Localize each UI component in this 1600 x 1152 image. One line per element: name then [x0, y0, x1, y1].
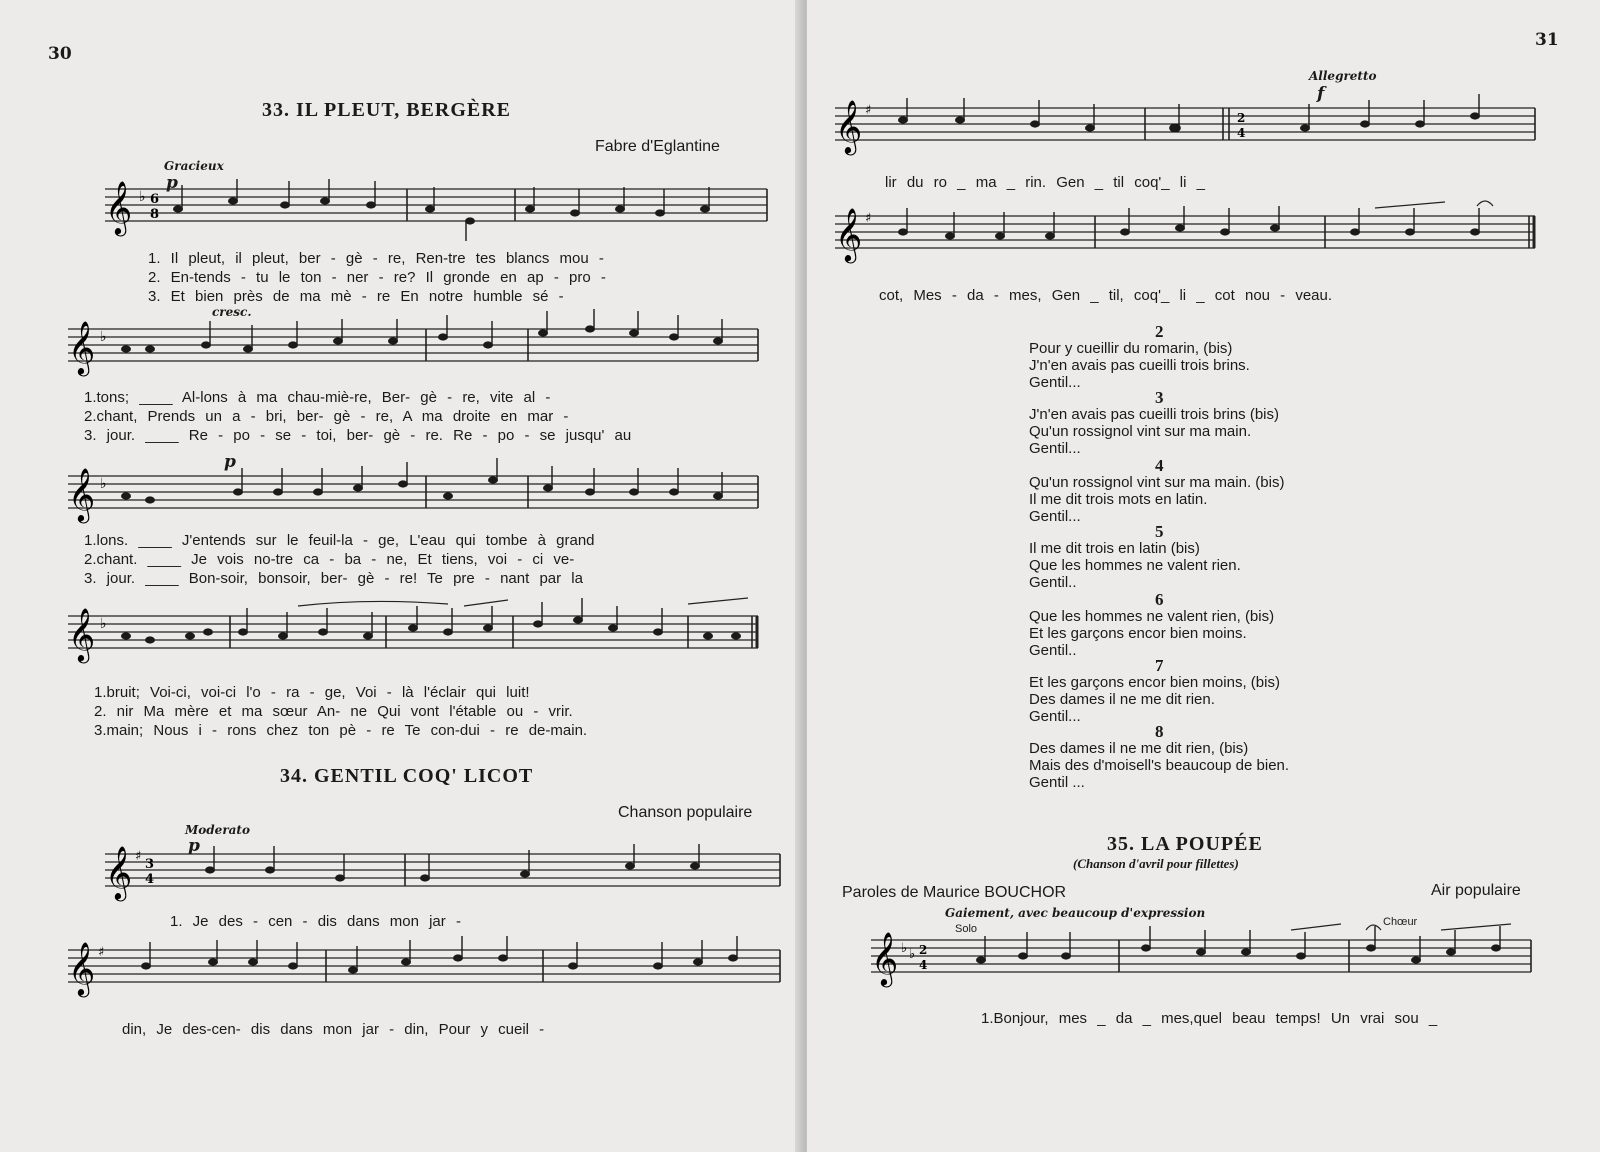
song-34-tempo: Moderato	[185, 823, 250, 837]
verse-block	[1029, 390, 1279, 457]
svg-text:♭: ♭	[139, 189, 146, 205]
verse-block	[1029, 724, 1289, 791]
song-33-dynamic-p: p	[224, 452, 236, 472]
forte-dynamic: f	[1317, 84, 1325, 104]
svg-text:𝄞: 𝄞	[105, 845, 133, 899]
svg-text:♭: ♭	[100, 329, 107, 345]
svg-text:3: 3	[145, 857, 155, 872]
svg-text:𝄞: 𝄞	[835, 207, 863, 261]
song-33-lyrics-s3	[84, 531, 595, 588]
song-34-lyrics-2: din, Je des-cen- dis dans mon jar - din, Pour y cueil -	[122, 1021, 545, 1038]
music-staff	[68, 941, 788, 1006]
svg-text:2: 2	[1237, 111, 1246, 125]
svg-text:6: 6	[150, 192, 160, 207]
verse-number: 3	[1155, 388, 1164, 407]
music-staff	[105, 180, 770, 235]
lyric-line: 3. jour. ____ Bon-soir, bonsoir, ber- gè - re! Te pre - nant par la	[84, 570, 583, 587]
verse-line: Gentil..	[1029, 574, 1077, 591]
verse-number: 7	[1155, 656, 1164, 675]
verse-line: Des dames il ne me dit rien, (bis)	[1029, 740, 1249, 757]
lyric-line: 2.chant, Prends un a - bri, ber- gè - re, A ma droite en mar -	[84, 408, 569, 425]
verse-line: Et les garçons encor bien moins, (bis)	[1029, 674, 1280, 691]
svg-text:𝄞: 𝄞	[105, 180, 133, 234]
verse-block	[1029, 324, 1250, 391]
music-staff	[871, 931, 1541, 996]
song-33-dynamic: p	[166, 173, 178, 193]
song-34-lyrics-3: lir du ro _ ma _ rin. Gen _ til coq'_ li _	[885, 174, 1205, 191]
verse-line: Il me dit trois mots en latin.	[1029, 491, 1208, 508]
song-33-tempo: Gracieux	[164, 159, 224, 173]
solo-label: Solo	[955, 923, 978, 935]
music-staff	[68, 320, 768, 375]
verse-line: J'n'en avais pas cueilli trois brins.	[1029, 357, 1250, 374]
song-34-lyrics-1: 1. Je des - cen - dis dans mon jar -	[170, 913, 461, 930]
svg-text:𝄞: 𝄞	[68, 320, 96, 374]
song-35-lyrics-1: 1.Bonjour, mes _ da _ mes,quel beau temps! Un vrai sou _	[981, 1010, 1438, 1027]
svg-text:♯: ♯	[865, 103, 872, 118]
verse-line: Gentil ...	[1029, 774, 1085, 791]
lyric-line: 3.main; Nous i - rons chez ton pè - re Te con-dui - re de-main.	[94, 722, 588, 739]
choeur-label: Chœur	[1383, 916, 1418, 928]
song-33-author: Fabre d'Eglantine	[595, 138, 720, 155]
song-33-lyrics-s1	[148, 249, 606, 306]
music-staff	[68, 467, 768, 522]
verse-line: Gentil...	[1029, 508, 1081, 525]
svg-text:8: 8	[150, 207, 160, 222]
music-staff	[835, 99, 1545, 164]
lyric-line: 2. En-tends - tu le ton - ner - re? Il gronde en ap - pro -	[148, 269, 606, 286]
verse-line: Gentil...	[1029, 708, 1081, 725]
song-34-lyrics-4: cot, Mes - da - mes, Gen _ til, coq'_ li _ cot nou - veau.	[879, 287, 1333, 304]
song-35-title: 35. LA POUPÉE	[1107, 833, 1263, 855]
svg-text:4: 4	[1237, 126, 1246, 140]
music-staff	[835, 207, 1545, 272]
verse-block	[1029, 658, 1280, 725]
verse-line: Que les hommes ne valent rien, (bis)	[1029, 608, 1275, 625]
song-35-subtitle: (Chanson d'avril pour fillettes)	[1073, 856, 1239, 871]
verse-number: 6	[1155, 590, 1164, 609]
svg-text:4: 4	[145, 872, 155, 887]
lyric-line: 2.chant. ____ Je vois no-tre ca - ba - ne, Et tiens, voi - ci ve-	[84, 551, 575, 568]
song-35-lyricist: Paroles de Maurice BOUCHOR	[842, 884, 1067, 901]
verse-line: Des dames il ne me dit rien.	[1029, 691, 1215, 708]
lyric-line: 1.lons. ____ J'entends sur le feuil-la - ge, L'eau qui tombe à grand	[84, 532, 595, 549]
verse-line: Et les garçons encor bien moins.	[1029, 625, 1247, 642]
verse-number: 5	[1155, 522, 1164, 541]
verse-line: Qu'un rossignol vint sur ma main. (bis)	[1029, 474, 1285, 491]
page-number-right: 31	[1535, 30, 1559, 50]
cresc-marking: cresc.	[212, 305, 252, 319]
verse-line: Pour y cueillir du romarin, (bis)	[1029, 340, 1233, 357]
lyric-line: 1.tons; ____ Al-lons à ma chau-miè-re, Ber- gè - re, vite al -	[84, 389, 551, 406]
lyric-line: 1.bruit; Voi-ci, voi-ci l'o - ra - ge, Voi - là l'éclair qui luit!	[94, 684, 530, 701]
song-33-title: 33. IL PLEUT, BERGÈRE	[262, 99, 512, 121]
lyric-line: 2. nir Ma mère et ma sœur An- ne Qui vont l'étable ou - vrir.	[94, 703, 573, 720]
svg-text:2: 2	[919, 943, 928, 957]
verse-block	[1029, 592, 1274, 659]
verse-block	[1029, 458, 1284, 525]
song-35-air: Air populaire	[1431, 882, 1521, 899]
svg-text:♭: ♭	[901, 941, 908, 956]
svg-text:♯: ♯	[865, 211, 872, 226]
song-34-dynamic: p	[188, 836, 200, 856]
song-34-title: 34. GENTIL COQ' LICOT	[280, 765, 534, 787]
verse-line: J'n'en avais pas cueilli trois brins (bis)	[1029, 406, 1279, 423]
lyric-line: 3. jour. ____ Re - po - se - toi, ber- gè - re. Re - po - se jusqu' au	[84, 427, 632, 444]
svg-text:𝄞: 𝄞	[835, 99, 863, 153]
page-number-left: 30	[48, 44, 72, 64]
svg-text:♭: ♭	[100, 616, 107, 632]
music-staff	[105, 845, 795, 900]
verse-line: Gentil...	[1029, 440, 1081, 457]
song-34-author: Chanson populaire	[618, 804, 753, 821]
right-page	[807, 0, 1600, 1152]
verse-line: Gentil..	[1029, 642, 1077, 659]
lyric-line: 1. Il pleut, il pleut, ber - gè - re, Ren-tre tes blancs mou -	[148, 250, 604, 267]
verse-number: 2	[1155, 322, 1164, 341]
song-35-tempo: Gaiement, avec beaucoup d'expression	[945, 906, 1206, 920]
svg-text:𝄞: 𝄞	[68, 467, 96, 521]
verse-block	[1029, 524, 1241, 591]
svg-text:𝄞: 𝄞	[68, 607, 96, 661]
verse-number: 4	[1155, 456, 1164, 475]
lyric-line: 3. Et bien près de ma mè - re En notre humble sé -	[148, 288, 564, 305]
verse-line: Qu'un rossignol vint sur ma main.	[1029, 423, 1252, 440]
verse-line: Il me dit trois en latin (bis)	[1029, 540, 1200, 557]
verse-line: Mais des d'moisell's beaucoup de bien.	[1029, 757, 1290, 774]
song-33-lyrics-s4	[94, 683, 587, 740]
verse-line: Que les hommes ne valent rien.	[1029, 557, 1241, 574]
svg-text:♯: ♯	[135, 849, 142, 864]
verse-number: 8	[1155, 722, 1164, 741]
svg-text:𝄞: 𝄞	[68, 941, 96, 995]
svg-text:♭: ♭	[909, 947, 916, 962]
svg-text:4: 4	[919, 958, 928, 972]
song-33-lyrics-s2	[84, 388, 631, 445]
verse-line: Gentil...	[1029, 374, 1081, 391]
svg-text:♯: ♯	[98, 945, 105, 960]
allegretto-tempo: Allegretto	[1309, 69, 1377, 83]
music-staff	[68, 607, 768, 672]
svg-text:♭: ♭	[100, 476, 107, 492]
svg-text:𝄞: 𝄞	[871, 931, 899, 985]
